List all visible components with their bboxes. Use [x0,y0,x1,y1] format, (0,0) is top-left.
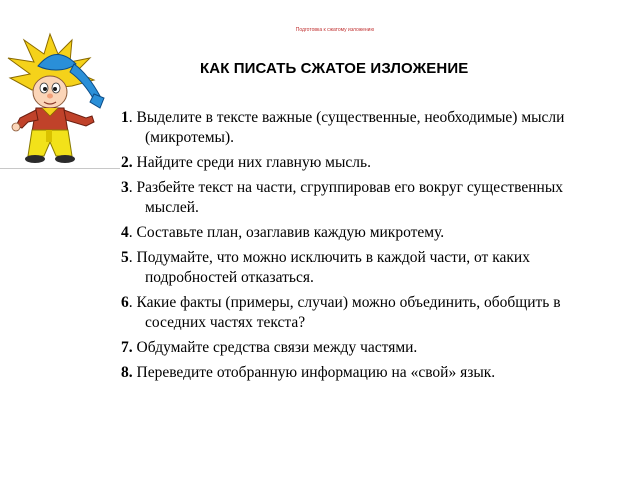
step-separator: . [128,224,137,241]
step-number: 7. [121,339,133,356]
face-shape [33,76,67,108]
list-item [121,248,601,288]
pants-shape [28,130,72,156]
step-text: Выделите в тексте важные (существенные, необходимые) мысли (микротемы). [136,109,565,146]
step-text: Подумайте, что можно исключить в каждой части, от каких подробностей отказаться. [136,249,530,286]
shoes-shape [25,155,75,163]
divider-line [0,168,120,169]
step-number: 1 [121,109,129,126]
step-number: 2. [121,154,133,171]
slide-subtitle: Подготовка к сжатому изложению [295,27,375,33]
step-number: 3 [121,179,129,196]
page-title: КАК ПИСАТЬ СЖАТОЕ ИЗЛОЖЕНИЕ [200,60,469,77]
step-separator: . [128,249,137,266]
step-text: Какие факты (примеры, случаи) можно объединить, обобщить в соседних частях текста? [136,294,561,331]
list-item [121,153,601,173]
step-text: Найдите среди них главную мысль. [136,154,371,171]
step-separator: . [128,109,137,126]
step-number: 5 [121,249,129,266]
list-item [121,363,601,383]
step-number: 4 [121,224,129,241]
step-separator: . [128,179,137,196]
list-item [121,108,601,148]
step-text: Разбейте текст на части, сгруппировав его вокруг существенных мыслей. [136,179,563,216]
step-separator: . [128,294,137,311]
list-item [121,223,601,243]
cartoon-boy-illustration [2,30,107,165]
step-number: 8. [121,364,133,381]
step-text: Обдумайте средства связи между частями. [136,339,418,356]
list-item [121,338,601,358]
steps-list [121,108,601,388]
list-item [121,293,601,333]
list-item [121,178,601,218]
step-number: 6 [121,294,129,311]
shirt-shape [12,108,94,132]
step-text: Переведите отобранную информацию на «свой» язык. [136,364,496,381]
step-text: Составьте план, озаглавив каждую микротему. [136,224,445,241]
